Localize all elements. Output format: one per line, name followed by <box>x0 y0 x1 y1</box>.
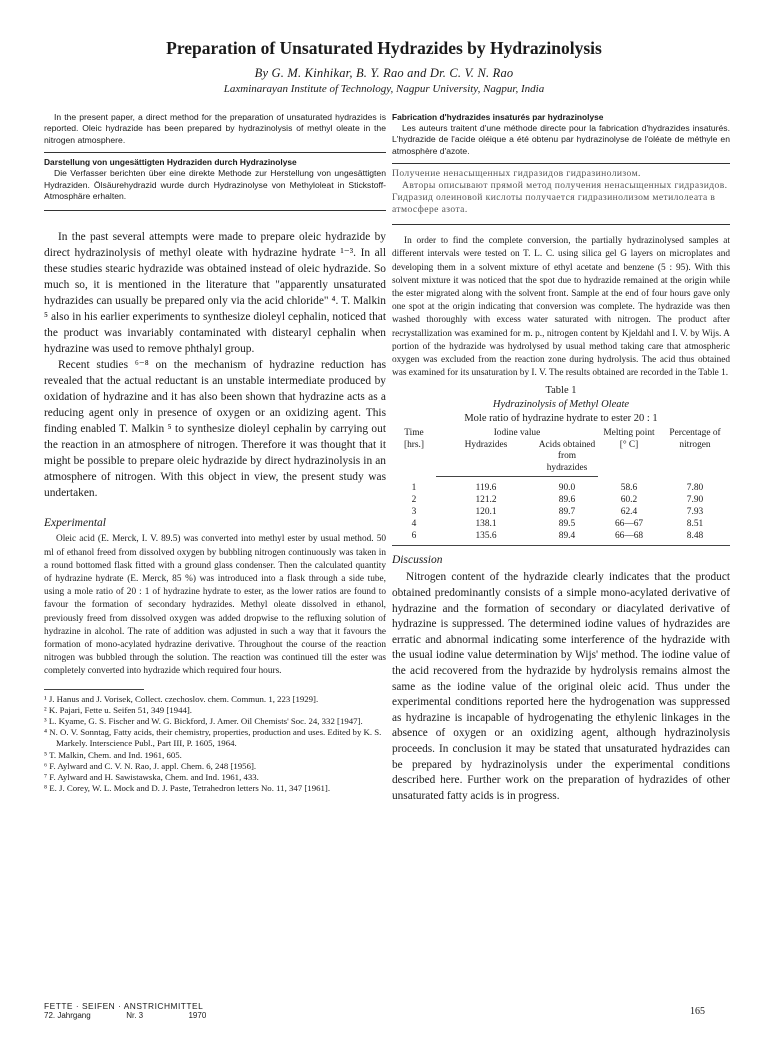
abstract-french: Les auteurs traitent d'une méthode directe pour la fabrication d'hydrazides insaturés. L'hydrazide de l'acide oléique a été obtenu par hydrazinolyse de l'oléate de méthyle en atmosphère d'azote. <box>392 123 730 156</box>
col-header-hydrazides: Hydrazides <box>436 440 536 477</box>
introduction <box>44 229 386 501</box>
abstract-english: In the present paper, a direct method for the preparation of unsaturated hydrazides is reported. Oleic hydrazide has been prepared by hydrazinolysis of methyl oleate in the nitrogen atmosphere. <box>44 112 386 145</box>
table-row: 4 138.1 89.5 66—67 8.51 <box>411 518 704 529</box>
table-row: 1 119.6 90.0 58.6 7.80 <box>411 483 704 494</box>
abstract-russian-title: Получение ненасыщенных гидразидов гидразинолизом. <box>392 168 641 180</box>
divider <box>44 210 386 211</box>
intro-paragraph-1: In the past several attempts were made to prepare oleic hydrazide by direct hydrazinolysis of methyl oleate with hydrazine hydrate ¹⁻³. In all these studies stearic hydrazide was obtained instead of oleic hydrazide. So much so, it is mentioned in the literature that "apparently unsaturated hydrazides can usually be prepared only via the acid chloride" ⁴. T. Malkin ⁵ also in his earlier experiments to synthesize dioleyl cephalin, noticed that the product was invariably contaminated with distearyl cephalin when hydrazine was used to remove phthalyl group. <box>44 231 386 356</box>
footnote: ¹ J. Hanus and J. Vorisek, Collect. czechoslov. chem. Commun. 1, 223 [1929]. <box>44 693 319 704</box>
col-header-nitrogen: Percentage of nitrogen <box>669 428 721 450</box>
paper-title: Preparation of Unsaturated Hydrazides by Hydrazinolysis <box>166 38 602 58</box>
authors: By G. M. Kinhikar, B. Y. Rao and Dr. C. V. N. Rao <box>254 66 514 80</box>
affiliation: Laxminarayan Institute of Technology, Nagpur University, Nagpur, India <box>223 83 545 95</box>
table-row: 2 121.2 89.6 60.2 7.90 <box>411 495 704 506</box>
journal-volume: 72. Jahrgang <box>44 1011 91 1020</box>
table-row: 6 135.6 89.4 66—68 8.48 <box>392 531 730 546</box>
footnote: ⁸ E. J. Corey, W. L. Mock and D. J. Paste, Tetrahedron letters No. 11, 347 [1961]. <box>44 783 331 794</box>
experimental-heading: Experimental <box>44 517 106 530</box>
col-header-iodine: Iodine value <box>493 428 541 439</box>
discussion-heading: Discussion <box>392 554 443 567</box>
abstract-german: Die Verfasser berichten über eine direkte Methode zur Herstellung von ungesättigten Hydraziden. Ölsäurehydrazid wurde durch Hydrazinolyse von Methyloleat in Stickstoff-Atmosphäre erhalten. <box>44 168 386 202</box>
table-row: 3 120.1 89.7 62.4 7.93 <box>411 507 704 518</box>
footnote: ⁴ N. O. V. Sonntag, Fatty acids, their chemistry, properties, production and uses. Edited by K. S. Markely. Interscience Publ., Part III, P. 1605, 1964. <box>44 727 382 749</box>
experimental-text: Oleic acid (E. Merck, I. V. 89.5) was converted into methyl ester by usual method. 50 ml of ethanol freed from dissolved oxygen by bubbling nitrogen continuously was taken in a round bottomed flask fitted with a ground glass condenser. Then the calculated quantity of hydrazine hydrate (E. Merck, 85 %) was introduced into a flask through a side tube, using a mole ratio of 20 : 1 of hydrazine hydrate to ester, as the lower ratios are found to favour the formation of secondary hydrazides. Methyl oleate dissolved in ethanol, previously freed from dissolved oxygen was added dropwise to the refluxing solution of hydrazine in alcohol. The rate of addition was adjusted in such a way that it favours the formation of mono-acylated hydrazine derivative. Throughout the course of the reaction nitrogen was bubbled through the solution. The reaction was continued till the ester was completely converted into hydrazide which required four hours. <box>44 534 386 677</box>
journal-year: 1970 <box>188 1011 207 1020</box>
divider <box>392 163 730 164</box>
divider <box>44 152 386 153</box>
page-number: 165 <box>690 1006 705 1017</box>
journal-name: FETTE · SEIFEN · ANSTRICHMITTEL <box>44 1001 204 1011</box>
journal-footer <box>44 1001 206 1021</box>
table-caption: Hydrazinolysis of Methyl Oleate <box>492 399 630 411</box>
footnotes <box>44 694 386 795</box>
footnote: ⁶ F. Aylward and C. V. N. Rao, J. appl. Chem. 6, 248 [1956]. <box>44 760 257 771</box>
journal-issue: Nr. 3 <box>126 1011 144 1020</box>
intro-paragraph-2: Recent studies ⁶⁻⁸ on the mechanism of hydrazine reduction has revealed that the actual reductant is an unstable intermediate produced by oxidation of hydrazine and it has also been shown that hydrazine acts as a reducing agent only in presence of oxygen or an oxidizing agent. This finding enabled T. Malkin ⁵ to synthesize dioleyl cephalin by carrying out the reaction in an atmosphere of nitrogen. Therefore it was thought that it might be possible to prepare oleic hydrazide by direct hydrazinolysis in an atmosphere of nitrogen. With this object in view, the present study was undertaken. <box>44 359 386 500</box>
col-header-melting: Melting point [° C] <box>603 428 655 450</box>
col-header-acids: Acids obtained from hydrazides <box>536 440 598 477</box>
table-subcaption: Mole ratio of hydrazine hydrate to ester 20 : 1 <box>464 413 658 425</box>
abstract-french-title: Fabrication d'hydrazides insaturés par hydrazinolyse <box>392 112 604 122</box>
abstract-german-title: Darstellung von ungesättigten Hydraziden durch Hydrazinolyse <box>44 157 297 168</box>
footnote: ⁵ T. Malkin, Chem. and Ind. 1961, 605. <box>44 749 182 760</box>
footnote-divider <box>44 689 144 690</box>
footnote: ³ L. Kyame, G. S. Fischer and W. G. Bickford, J. Amer. Oil Chemists' Soc. 24, 332 [1947]. <box>44 716 363 727</box>
table-label: Table 1 <box>545 385 577 397</box>
right-column <box>392 112 730 804</box>
left-column <box>44 112 386 795</box>
abstract-russian: Авторы описывают прямой метод получения ненасыщенных гидразидов. Гидразид олеиновой кислоты получается гидразинолизом метилолеата в атмосфере азота. <box>392 180 728 216</box>
col-header-time: Time [hrs.] <box>403 428 425 450</box>
footnote: ⁷ F. Aylward and H. Sawistawska, Chem. and Ind. 1961, 433. <box>44 772 259 783</box>
footnote: ² K. Pajari, Fette u. Seifen 51, 349 [1944]. <box>44 704 193 715</box>
tlc-text: In order to find the complete conversion, the partially hydrazinolysed samples at different intervals were tested on T. L. C. using silica gel G layers on microplates and developing them in a solvent mixture of ethyl acetate and benzene (5 : 95). With this solvent mixture it was noticed that the spot due to hydrazide remained at the origin while the ester migrated along with the solvent front. Sample at the end of four hours gave only one spot at the origin indicating that conversion was complete. The hydrazide was then washed thoroughly with excess water saturated with nitrogen. The product after recrystallization was examined for m. p., nitrogen content by Kjeldahl and I. V. by Wijs. A portion of the hydrazide was hydrolysed by usual method taking care that atmospheric oxygen was excluded from the reaction zone during hydrolysis. The acid thus obtained was examined for its unsaturation by I. V. The results obtained are recorded in the Table 1. <box>392 236 730 379</box>
results-table <box>392 428 730 546</box>
discussion-text: Nitrogen content of the hydrazide clearly indicates that the product obtained predominantly consists of a simple mono-acylated derivative of hydrazine and the formation of secondary or diacylated derivative of hydrazine is suppressed. The determined iodine values of hydrazides are erratic and abnormal indicating some interference of the hydrazide with the usual iodine value determination by Wijs' method. The iodine value of the acid recovered from the hydrazide by hydrolysis remains almost the same as the iodine value of the original oleic acid. Thus under the experimental conditions reported here the hydrogenation was suppressed as hydrazine is incapable of hydrogenating the ethylenic linkages in the absence of oxygen or an oxidizing agent, although hydrazinolysis proceeds. In conclusion it may be stated that unsaturated hydrazides can be prepared by hydrazinolysis under the experimental conditions described here. Further work on the preparation of hydrazides of other unsaturated fatty acids is in progress. <box>392 571 730 802</box>
divider <box>392 224 730 225</box>
